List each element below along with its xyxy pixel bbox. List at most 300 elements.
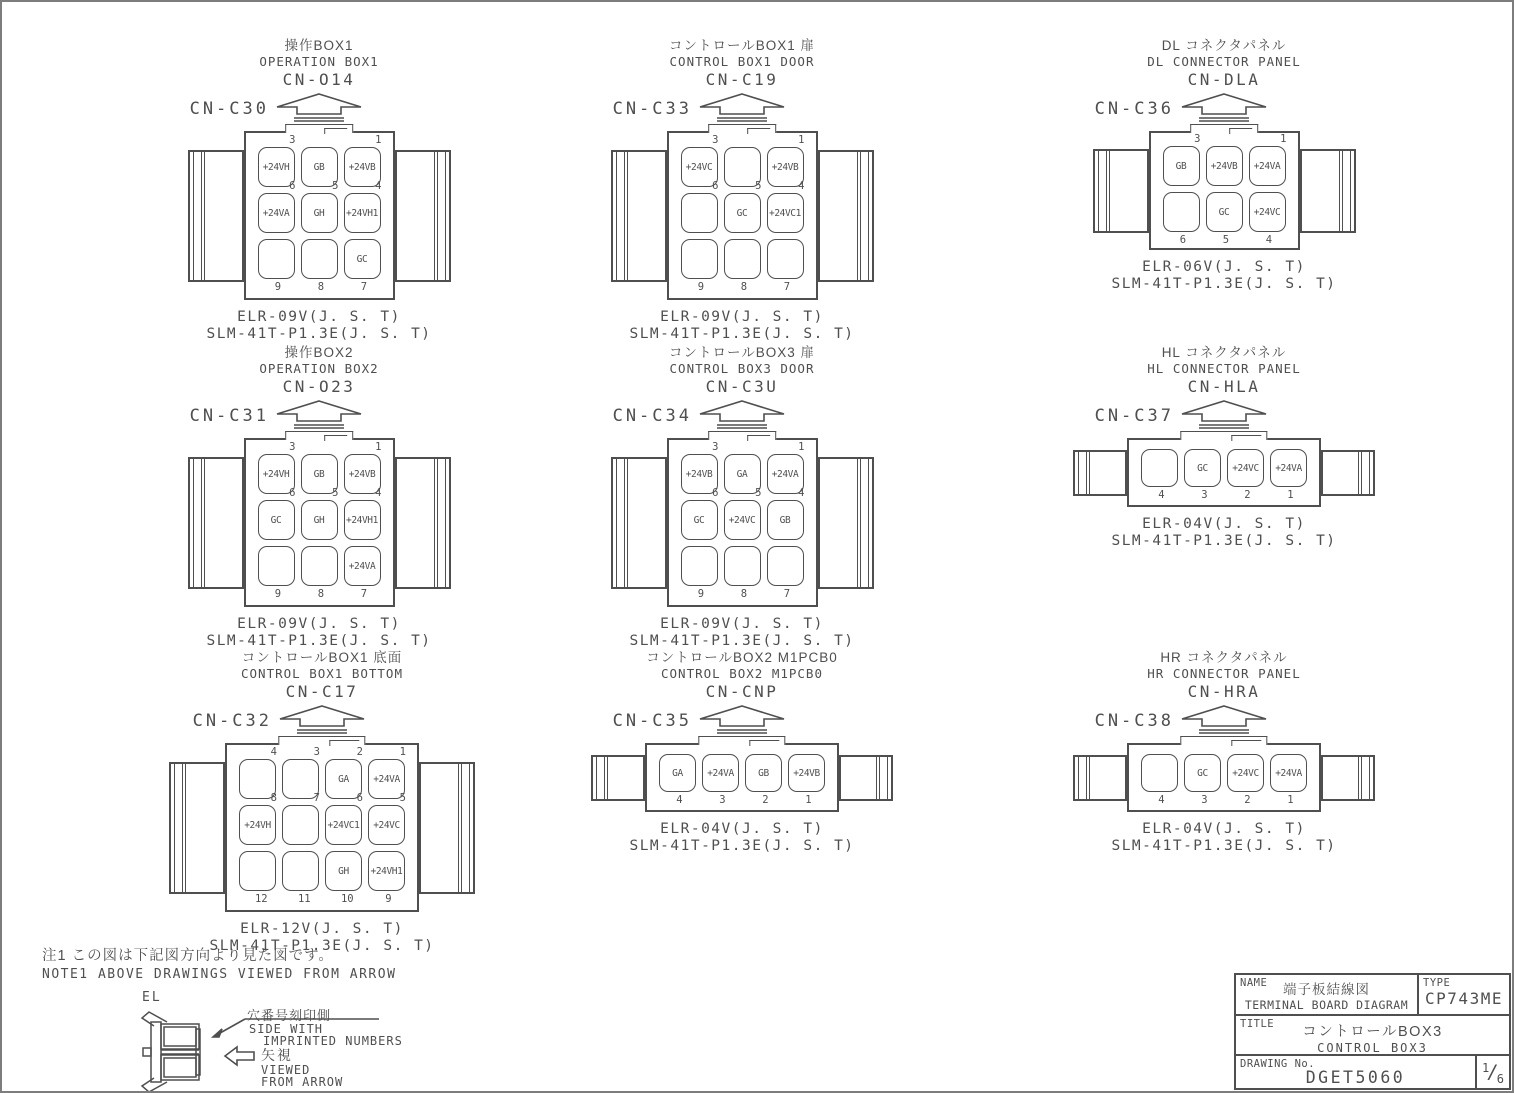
pin-cell <box>1227 449 1264 501</box>
connector-body <box>1127 438 1321 507</box>
pin-signal-label: +24VA <box>1275 462 1302 474</box>
pin-grid <box>681 133 805 293</box>
pin-number: 2 <box>1244 489 1251 501</box>
connector-body <box>244 131 395 300</box>
connector-group-cn-c31 <box>109 345 529 649</box>
group-title-en: HR CONNECTOR PANEL <box>1147 666 1301 681</box>
pin-number: 4 <box>798 179 805 192</box>
pin-signal-label: +24VC1 <box>327 819 360 831</box>
pin-cell <box>702 754 739 806</box>
connector-ref-label: CN-C36 <box>1094 99 1174 119</box>
connector-drawing <box>532 131 952 300</box>
pin-cell <box>258 179 296 233</box>
pin-cell <box>1249 132 1287 186</box>
pin-number: 4 <box>1158 489 1165 501</box>
connector-body <box>1149 131 1300 250</box>
pin-number: 6 <box>289 486 296 499</box>
pin-grid <box>1141 449 1307 501</box>
pin-number: 1 <box>805 794 812 806</box>
pin-number: 7 <box>360 281 368 293</box>
pin-grid <box>1163 132 1287 246</box>
latch-tab <box>285 431 353 440</box>
connector-wing <box>395 457 451 589</box>
latch-tab <box>708 124 776 133</box>
pin-number: 4 <box>798 486 805 499</box>
imprint-label-en-2: IMPRINTED NUMBERS <box>263 1034 403 1048</box>
housing-part-number: ELR-04V(J. S. T) <box>1142 821 1306 837</box>
pin-number: 6 <box>289 179 296 192</box>
up-arrow-icon <box>275 400 363 430</box>
note-text-en: NOTE1 ABOVE DRAWINGS VIEWED FROM ARROW <box>42 967 397 982</box>
contact-part-number: SLM-41T-P1.3E(J. S. T) <box>206 632 432 649</box>
pin-cell <box>301 546 338 600</box>
latch-tab <box>1180 736 1267 745</box>
pin-cell <box>301 239 338 293</box>
pin-signal-label: GC <box>1218 206 1230 218</box>
housing-part-number: ELR-09V(J. S. T) <box>237 309 401 325</box>
pin-number: 7 <box>783 588 791 600</box>
drawing-number-label: DRAWING No. <box>1240 1058 1316 1070</box>
up-arrow-icon <box>698 93 786 123</box>
pin-signal-label: GB <box>758 767 769 779</box>
latch-tab <box>285 124 353 133</box>
connector-body <box>667 438 818 607</box>
pin-signal-label: GB <box>779 514 791 526</box>
pin-number: 3 <box>719 794 726 806</box>
pin-number: 4 <box>375 179 382 192</box>
pin-signal-label: +24VA <box>262 207 290 219</box>
pin-cell <box>1270 754 1307 806</box>
pin-signal-label: +24VA <box>1253 160 1281 172</box>
pin-signal-label: +24VC <box>728 514 756 526</box>
connector-wing <box>1073 755 1127 801</box>
connector-body <box>1127 743 1321 812</box>
pin-signal-label: +24VC <box>1232 767 1259 779</box>
up-arrow-icon <box>275 93 363 123</box>
pin-signal-label: GA <box>736 468 748 480</box>
group-title-en: CONTROL BOX2 M1PCB0 <box>661 666 823 681</box>
mating-connector-label: CN-O14 <box>282 70 356 89</box>
contact-part-number: SLM-41T-P1.3E(J. S. T) <box>629 632 855 649</box>
pin-number: 11 <box>297 893 311 905</box>
pin-cell <box>258 546 295 600</box>
pin-signal-label: GC <box>693 514 705 526</box>
mating-connector-label: CN-HLA <box>1187 377 1261 396</box>
connector-drawing <box>1014 438 1434 507</box>
pin-cell <box>767 546 804 600</box>
pin-number: 9 <box>274 281 282 293</box>
drawing-title-en: CONTROL BOX3 <box>1317 1041 1428 1055</box>
connector-wing <box>1073 450 1127 496</box>
pin-number: 2 <box>762 794 769 806</box>
housing-part-number: ELR-04V(J. S. T) <box>660 821 824 837</box>
pin-cell <box>724 486 762 540</box>
pin-signal-label: GH <box>313 514 325 526</box>
pin-number: 6 <box>356 791 363 804</box>
el-label: EL <box>142 990 162 1005</box>
pin-cell <box>344 179 382 233</box>
group-title-jp: DL コネクタパネル <box>1161 38 1287 53</box>
pin-number: 8 <box>317 281 325 293</box>
pin-number: 6 <box>712 486 719 499</box>
pin-signal-label: +24VA <box>771 468 799 480</box>
connector-wing <box>169 762 225 894</box>
pin-cell <box>1227 754 1264 806</box>
pin-number: 1 <box>1287 489 1294 501</box>
connector-ref-label: CN-C34 <box>612 406 692 426</box>
pin-signal-label: GH <box>313 207 325 219</box>
pin-number: 4 <box>270 745 277 758</box>
pin-number: 5 <box>755 486 762 499</box>
pin-number: 6 <box>1179 234 1187 246</box>
connector-body <box>667 131 818 300</box>
pin-cell <box>239 791 277 845</box>
group-title-en: DL CONNECTOR PANEL <box>1147 54 1301 69</box>
housing-part-number: ELR-06V(J. S. T) <box>1142 259 1306 275</box>
connector-group-cn-c30 <box>109 38 529 342</box>
mating-connector-label: CN-C19 <box>705 70 779 89</box>
pin-signal-label: +24VH1 <box>346 207 378 219</box>
pin-number: 8 <box>270 791 277 804</box>
mating-connector-label: CN-C3U <box>705 377 779 396</box>
pin-grid <box>258 133 382 293</box>
pin-number: 3 <box>712 133 719 146</box>
pin-number: 5 <box>755 179 762 192</box>
connector-group-cn-c35 <box>532 650 952 854</box>
pin-number: 3 <box>1201 489 1208 501</box>
contact-part-number: SLM-41T-P1.3E(J. S. T) <box>1111 532 1337 549</box>
connector-wing <box>1300 149 1356 233</box>
connector-body <box>225 743 419 912</box>
pin-number: 5 <box>332 486 339 499</box>
pin-number: 9 <box>385 893 392 905</box>
pin-number: 3 <box>1201 794 1208 806</box>
pin-signal-label: +24VH <box>262 161 290 173</box>
pin-cell <box>282 851 319 905</box>
connector-drawing <box>109 131 529 300</box>
pin-number: 2 <box>356 745 363 758</box>
pin-number: 5 <box>1222 234 1230 246</box>
group-title-jp: コントロールBOX1 扉 <box>669 38 815 53</box>
group-title-jp: コントロールBOX1 底面 <box>241 650 403 665</box>
pin-cell <box>724 239 761 293</box>
pin-signal-label: GC <box>356 253 368 265</box>
pin-cell <box>282 791 320 845</box>
pin-signal-label: +24VB <box>685 468 713 480</box>
mating-connector-label: CN-CNP <box>705 682 779 701</box>
connector-ref-label: CN-C37 <box>1094 406 1174 426</box>
connector-wing <box>395 150 451 282</box>
contact-part-number: SLM-41T-P1.3E(J. S. T) <box>206 325 432 342</box>
pin-number: 8 <box>317 588 325 600</box>
drawing-number-value: DGET5060 <box>1305 1068 1406 1087</box>
pin-cell <box>767 179 805 233</box>
group-title-jp: HL コネクタパネル <box>1161 345 1287 360</box>
group-title-jp: 操作BOX1 <box>284 38 354 53</box>
contact-part-number: SLM-41T-P1.3E(J. S. T) <box>209 937 435 954</box>
pin-signal-label: GC <box>1197 767 1208 779</box>
pin-grid <box>1141 754 1307 806</box>
mating-connector-label: CN-DLA <box>1187 70 1261 89</box>
pin-number: 1 <box>798 440 805 453</box>
up-arrow-icon <box>698 400 786 430</box>
pin-signal-label: GB <box>313 468 325 480</box>
group-title-en: CONTROL BOX1 DOOR <box>669 54 815 69</box>
drawing-title-jp: コントロールBOX3 <box>1302 1024 1443 1040</box>
contact-part-number: SLM-41T-P1.3E(J. S. T) <box>1111 275 1337 292</box>
pin-cell <box>239 851 276 905</box>
pin-cell <box>368 851 405 905</box>
drawing-name-en: TERMINAL BOARD DIAGRAM <box>1244 998 1409 1012</box>
pin-signal-label: +24VA <box>707 767 734 779</box>
pin-cell <box>368 791 406 845</box>
latch-tab <box>1190 124 1258 133</box>
pin-cell <box>767 239 804 293</box>
pin-signal-label: +24VB <box>348 161 376 173</box>
contact-part-number: SLM-41T-P1.3E(J. S. T) <box>629 325 855 342</box>
pin-cell <box>1141 449 1178 501</box>
fraction-slash: / <box>1487 1061 1499 1083</box>
title-cell <box>1236 1016 1509 1054</box>
type-cell <box>1419 975 1509 1014</box>
connector-body <box>645 743 839 812</box>
pin-cell <box>1270 449 1307 501</box>
pin-signal-label: +24VC <box>1253 206 1281 218</box>
pin-number: 4 <box>1265 234 1273 246</box>
pin-number: 1 <box>798 133 805 146</box>
pin-cell <box>1184 754 1221 806</box>
pin-cell <box>681 179 719 233</box>
pin-signal-label: GB <box>1175 160 1187 172</box>
pin-number: 7 <box>313 791 320 804</box>
pin-signal-label: GA <box>338 773 349 785</box>
pin-cell <box>325 791 363 845</box>
pin-signal-label: +24VB <box>348 468 376 480</box>
connector-wing <box>611 150 667 282</box>
pin-cell <box>659 754 696 806</box>
up-arrow-icon <box>1180 400 1268 430</box>
connector-group-cn-c32 <box>112 650 532 954</box>
pin-number: 8 <box>740 588 748 600</box>
contact-part-number: SLM-41T-P1.3E(J. S. T) <box>629 837 855 854</box>
drawing-name-jp: 端子板結線図 <box>1283 982 1370 997</box>
pin-signal-label: +24VC1 <box>769 207 801 219</box>
housing-part-number: ELR-04V(J. S. T) <box>1142 516 1306 532</box>
pin-number: 7 <box>783 281 791 293</box>
connector-drawing <box>1014 743 1434 812</box>
connector-body <box>244 438 395 607</box>
up-arrow-icon <box>1180 93 1268 123</box>
pin-number: 5 <box>332 179 339 192</box>
pin-number: 10 <box>340 893 354 905</box>
pin-cell <box>1206 146 1243 186</box>
connector-wing <box>188 457 244 589</box>
pin-signal-label: GC <box>1197 462 1208 474</box>
contact-part-number: SLM-41T-P1.3E(J. S. T) <box>1111 837 1337 854</box>
title-label: TITLE <box>1240 1018 1275 1030</box>
pin-number: 9 <box>274 588 282 600</box>
pin-grid <box>681 440 805 600</box>
pin-signal-label: +24VA <box>1275 767 1302 779</box>
viewing-direction-figure <box>137 1006 477 1093</box>
type-value: CP743ME <box>1425 989 1503 1008</box>
connector-group-cn-c38 <box>1014 650 1434 854</box>
pin-cell <box>681 486 719 540</box>
name-cell <box>1236 975 1419 1014</box>
pin-cell <box>767 486 805 540</box>
pin-cell <box>788 754 825 806</box>
housing-part-number: ELR-09V(J. S. T) <box>660 309 824 325</box>
up-arrow-icon <box>278 705 366 735</box>
connector-group-cn-c34 <box>532 345 952 649</box>
pin-grid <box>659 754 825 806</box>
connector-drawing <box>532 743 952 812</box>
pin-number: 1 <box>1287 794 1294 806</box>
sheet-current: 1 <box>1482 1061 1490 1075</box>
pin-number: 1 <box>375 133 382 146</box>
pin-number: 1 <box>1280 132 1287 145</box>
mating-connector-label: CN-O23 <box>282 377 356 396</box>
pin-signal-label: GH <box>338 865 349 877</box>
view-label-en-1: VIEWED <box>261 1063 311 1077</box>
pin-signal-label: GA <box>672 767 683 779</box>
pin-number: 2 <box>1244 794 1251 806</box>
pin-cell <box>1163 132 1201 186</box>
pin-number: 5 <box>399 791 406 804</box>
connector-drawing <box>1014 131 1434 250</box>
mating-connector-label: CN-C17 <box>285 682 359 701</box>
housing-part-number: ELR-09V(J. S. T) <box>237 616 401 632</box>
pin-signal-label: +24VB <box>771 161 799 173</box>
connector-ref-label: CN-C31 <box>189 406 269 426</box>
connector-ref-label: CN-C33 <box>612 99 692 119</box>
pin-cell <box>258 486 296 540</box>
pin-cell <box>1163 192 1200 246</box>
note-block <box>42 944 482 1093</box>
pin-cell <box>301 486 339 540</box>
pin-signal-label: +24VB <box>793 767 820 779</box>
connector-drawing <box>112 743 532 912</box>
pin-signal-label: +24VC <box>685 161 713 173</box>
pin-cell <box>1249 192 1286 246</box>
note-text-jp: 注1 この図は下記図方向より見た図です。 <box>42 948 334 964</box>
pin-number: 7 <box>360 588 368 600</box>
connector-wing <box>818 150 874 282</box>
pin-cell <box>745 754 782 806</box>
pin-cell <box>681 546 718 600</box>
pin-number: 1 <box>399 745 406 758</box>
group-title-jp: 操作BOX2 <box>284 345 354 360</box>
group-title-en: CONTROL BOX3 DOOR <box>669 361 815 376</box>
group-title-en: HL CONNECTOR PANEL <box>1147 361 1301 376</box>
pin-signal-label: +24VC <box>373 819 400 831</box>
housing-part-number: ELR-09V(J. S. T) <box>660 616 824 632</box>
connector-ref-label: CN-C38 <box>1094 711 1174 731</box>
latch-tab <box>1180 431 1267 440</box>
connector-drawing <box>532 438 952 607</box>
pin-number: 6 <box>712 179 719 192</box>
left-arrow-icon <box>225 1047 254 1065</box>
pin-number: 12 <box>254 893 268 905</box>
connector-group-cn-c33 <box>532 38 952 342</box>
latch-tab <box>708 431 776 440</box>
pin-number: 1 <box>375 440 382 453</box>
pin-number: 9 <box>697 588 705 600</box>
pin-signal-label: +24VB <box>1210 160 1238 172</box>
pin-signal-label: +24VH1 <box>370 865 403 877</box>
pin-grid <box>239 745 406 905</box>
pin-number: 8 <box>740 281 748 293</box>
pin-signal-label: +24VA <box>348 560 376 572</box>
pin-number: 3 <box>712 440 719 453</box>
connector-wing <box>818 457 874 589</box>
pin-cell <box>724 546 761 600</box>
connector-wing <box>1321 755 1375 801</box>
latch-tab <box>278 736 365 745</box>
pin-number: 3 <box>289 440 296 453</box>
pin-number: 4 <box>375 486 382 499</box>
pin-cell <box>325 851 362 905</box>
connector-wing <box>188 150 244 282</box>
connector-wing <box>1093 149 1149 233</box>
connector-wing <box>1321 450 1375 496</box>
connector-ref-label: CN-C30 <box>189 99 269 119</box>
housing-part-number: ELR-12V(J. S. T) <box>240 921 404 937</box>
pin-signal-label: +24VH1 <box>346 514 378 526</box>
connector-wing <box>591 755 645 801</box>
pin-cell <box>301 179 339 233</box>
sheet-total: 6 <box>1496 1072 1504 1086</box>
pin-signal-label: +24VA <box>373 773 400 785</box>
pin-number: 3 <box>289 133 296 146</box>
group-title-jp: コントロールBOX2 M1PCB0 <box>646 650 838 665</box>
connector-drawing <box>109 438 529 607</box>
pin-cell <box>344 239 381 293</box>
pin-signal-label: +24VH <box>244 819 271 831</box>
group-title-jp: コントロールBOX3 扉 <box>669 345 815 360</box>
pin-signal-label: +24VH <box>262 468 290 480</box>
pin-cell <box>344 486 382 540</box>
pin-signal-label: GC <box>736 207 748 219</box>
imprint-label-jp: 穴番号刻印側 <box>247 1008 332 1023</box>
pin-grid <box>258 440 382 600</box>
imprint-label-en-1: SIDE WITH <box>249 1022 324 1036</box>
pin-signal-label: GC <box>270 514 282 526</box>
pin-cell <box>1206 192 1243 246</box>
latch-tab <box>698 736 785 745</box>
connector-wing <box>611 457 667 589</box>
up-arrow-icon <box>1180 705 1268 735</box>
drawing-number-cell <box>1236 1056 1477 1088</box>
pin-signal-label: +24VC <box>1232 462 1259 474</box>
pin-signal-label: GB <box>313 161 325 173</box>
pin-number: 4 <box>676 794 683 806</box>
pin-number: 9 <box>697 281 705 293</box>
type-label: TYPE <box>1423 977 1451 989</box>
connector-wing <box>419 762 475 894</box>
mating-connector-label: CN-HRA <box>1187 682 1261 701</box>
view-label-en-2: FROM ARROW <box>261 1075 344 1089</box>
pin-cell <box>344 546 381 600</box>
connector-ref-label: CN-C32 <box>192 711 272 731</box>
pin-number: 4 <box>1158 794 1165 806</box>
pin-cell <box>724 179 762 233</box>
pin-cell <box>681 239 718 293</box>
pin-cell <box>1184 449 1221 501</box>
group-title-en: CONTROL BOX1 BOTTOM <box>241 666 403 681</box>
pin-cell <box>258 239 295 293</box>
connector-group-cn-c36 <box>1014 38 1434 292</box>
